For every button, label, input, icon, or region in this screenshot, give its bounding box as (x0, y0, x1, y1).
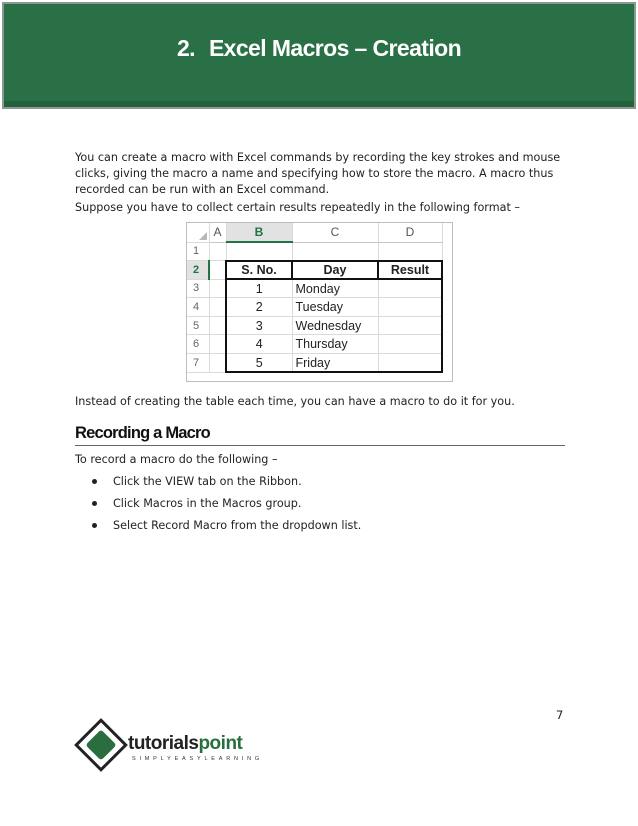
row-header-1: 1 (187, 242, 209, 261)
step-text: Select Record Macro from the dropdown list. (113, 519, 362, 532)
logo-tagline: SIMPLYEASYLEARNING (132, 756, 263, 762)
chapter-banner (2, 2, 636, 109)
cell (209, 354, 226, 373)
logo-figure-icon (85, 729, 116, 760)
list-item (92, 496, 361, 512)
cell (209, 242, 226, 261)
row-header-5: 5 (187, 316, 209, 335)
bullet-icon (92, 523, 97, 528)
bullet-icon (92, 479, 97, 484)
row-header-4: 4 (187, 298, 209, 317)
table-cell-sno: 3 (226, 316, 292, 335)
cell (226, 242, 292, 261)
spreadsheet-grid (187, 223, 443, 373)
logo-wordmark (128, 733, 242, 755)
logo-wordmark-prefix: tutorials (128, 733, 199, 754)
chapter-title (177, 35, 461, 62)
column-header-b: B (226, 223, 292, 242)
column-header-d: D (378, 223, 442, 242)
row-header-2: 2 (187, 261, 209, 280)
steps-list (92, 474, 361, 540)
table-header-result: Result (378, 261, 442, 280)
column-header-c: C (292, 223, 378, 242)
tutorialspoint-logo (74, 722, 274, 778)
bullet-icon (92, 501, 97, 506)
cell (209, 261, 226, 280)
page-number: 7 (556, 708, 564, 722)
table-cell-result (378, 335, 442, 354)
table-cell-result (378, 279, 442, 298)
table-cell-day: Thursday (292, 335, 378, 354)
chapter-title-text: Excel Macros – Creation (208, 35, 462, 61)
cell (209, 298, 226, 317)
intro-paragraph: You can create a macro with Excel commands by recording the key strokes and mouse clicks, giving the macro a name and specifying how to store the macro. A macro thus recorded can be run with an Excel command. (75, 151, 561, 196)
step-text: Click the VIEW tab on the Ribbon. (113, 475, 302, 488)
cell (209, 316, 226, 335)
column-header-a: A (209, 223, 226, 242)
list-item (92, 518, 361, 534)
row-header-6: 6 (187, 335, 209, 354)
cell (209, 279, 226, 298)
chapter-number: 2. (176, 35, 195, 61)
logo-diamond-icon (74, 718, 128, 772)
table-cell-result (378, 354, 442, 373)
select-all-corner (187, 223, 209, 242)
table-header-sno: S. No. (226, 261, 292, 280)
table-cell-day: Friday (292, 354, 378, 373)
table-cell-sno: 1 (226, 279, 292, 298)
section-heading: Recording a Macro (75, 424, 565, 446)
cell (292, 242, 378, 261)
table-cell-sno: 4 (226, 335, 292, 354)
banner-bottom-strip (4, 101, 634, 107)
row-header-7: 7 (187, 354, 209, 373)
spreadsheet-image (186, 222, 453, 382)
after-table-paragraph: Instead of creating the table each time, you can have a macro to do it for you. (75, 395, 515, 408)
table-cell-sno: 2 (226, 298, 292, 317)
table-cell-day: Monday (292, 279, 378, 298)
table-cell-sno: 5 (226, 354, 292, 373)
logo-wordmark-suffix: point (198, 733, 243, 754)
cell (378, 242, 442, 261)
step-text: Click Macros in the Macros group. (113, 497, 302, 510)
table-cell-result (378, 298, 442, 317)
table-cell-day: Wednesday (292, 316, 378, 335)
cell (209, 335, 226, 354)
format-paragraph: Suppose you have to collect certain results repeatedly in the following format – (75, 201, 520, 214)
row-header-3: 3 (187, 279, 209, 298)
table-cell-day: Tuesday (292, 298, 378, 317)
section-intro: To record a macro do the following – (75, 453, 278, 466)
table-cell-result (378, 316, 442, 335)
list-item (92, 474, 361, 490)
table-header-day: Day (292, 261, 378, 280)
